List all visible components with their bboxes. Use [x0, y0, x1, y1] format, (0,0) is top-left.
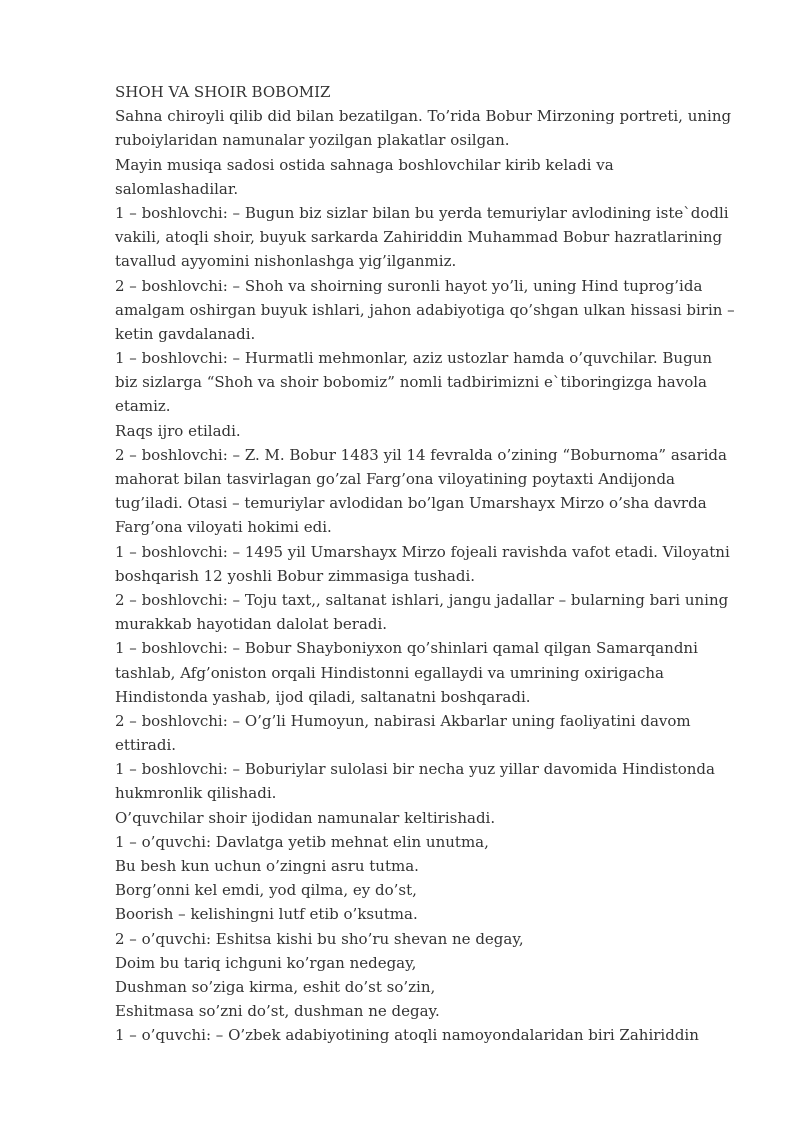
poem-line: 2 – o’quvchi: Eshitsa kishi bu sho’ru shevan ne degay,	[115, 929, 524, 948]
text-line: tashlab, Afg’oniston orqali Hindistonni egallaydi va umrining oxirigacha	[115, 663, 664, 682]
text-line: ettiradi.	[115, 736, 177, 755]
text-line: boshqarish 12 yoshli Bobur zimmasiga tushadi.	[115, 566, 476, 585]
text-line: hukmronlik qilishadi.	[115, 784, 277, 803]
text-line: biz sizlarga “Shoh va shoir bobomiz” nomli tadbirimizni e`tiboringizga havola	[115, 373, 707, 392]
text-line: Hindistonda yashab, ijod qiladi, saltanatni boshqaradi.	[115, 687, 531, 706]
text-line: murakkab hayotidan dalolat beradi.	[115, 615, 388, 634]
text-line: ruboiylaridan namunalar yozilgan plakatlar osilgan.	[115, 131, 510, 150]
poem-line: Eshitmasa so’zni do’st, dushman ne degay.	[115, 1002, 440, 1021]
text-line: tavallud ayyomini nishonlashga yig’ilganmiz.	[115, 252, 457, 271]
text-line: 1 – boshlovchi: – 1495 yil Umarshayx Mirzo fojeali ravishda vafot etadi. Viloyatni	[115, 542, 730, 561]
document-body	[115, 80, 755, 1048]
text-line: salomlashadilar.	[115, 179, 239, 198]
text-line: 1 – o’quvchi: – O’zbek adabiyotining atoqli namoyondalaridan biri Zahiriddin	[115, 1026, 699, 1045]
text-line: O’quvchilar shoir ijodidan namunalar keltirishadi.	[115, 808, 496, 827]
text-line: Raqs ijro etiladi.	[115, 421, 241, 440]
text-line: 1 – boshlovchi: – Hurmatli mehmonlar, aziz ustozlar hamda o’quvchilar. Bugun	[115, 349, 713, 368]
poem-line: 1 – o’quvchi: Davlatga yetib mehnat elin unutma,	[115, 832, 489, 851]
text-line: amalgam oshirgan buyuk ishlari, jahon adabiyotiga qo’shgan ulkan hissasi birin –	[115, 300, 735, 319]
poem-line: Dushman so’ziga kirma, eshit do’st so’zin,	[115, 977, 436, 996]
poem-line: Boorish – kelishingni lutf etib o’ksutma.	[115, 905, 418, 924]
text-line: Sahna chiroyli qilib did bilan bezatilgan. To’rida Bobur Mirzoning portreti, uning	[115, 107, 732, 126]
text-line: 1 – boshlovchi: – Boburiylar sulolasi bir necha yuz yillar davomida Hindistonda	[115, 760, 715, 779]
poem-line: Doim bu tariq ichguni ko’rgan nedegay,	[115, 953, 417, 972]
poem-line: Bu besh kun uchun o’zingni asru tutma.	[115, 857, 419, 875]
text-line: 1 – boshlovchi: – Bobur Shayboniyxon qo’shinlari qamal qilgan Samarqandni	[115, 639, 698, 658]
text-line: etamiz.	[115, 397, 171, 416]
text-line: 2 – boshlovchi: – O’g’li Humoyun, nabirasi Akbarlar uning faoliyatini davom	[115, 711, 691, 730]
text-line: mahorat bilan tasvirlagan go’zal Farg’ona viloyatining poytaxti Andijonda	[115, 470, 675, 488]
text-line: 1 – boshlovchi: – Bugun biz sizlar bilan bu yerda temuriylar avlodining iste`dodli	[115, 203, 729, 222]
text-line: 2 – boshlovchi: – Shoh va shoirning suronli hayot yo’li, uning Hind tuprog’ida	[115, 276, 703, 295]
text-line: vakili, atoqli shoir, buyuk sarkarda Zahiriddin Muhammad Bobur hazratlarining	[115, 228, 723, 247]
text-line: Farg’ona viloyati hokimi edi.	[115, 518, 332, 537]
text-line: 2 – boshlovchi: – Z. M. Bobur 1483 yil 14 fevralda o’zining “Boburnoma” asarida	[115, 445, 727, 464]
text-line: ketin gavdalanadi.	[115, 324, 256, 343]
text-line: Mayin musiqa sadosi ostida sahnaga boshlovchilar kirib keladi va	[115, 155, 614, 174]
document-title: SHOH VA SHOIR BOBOMIZ	[115, 83, 331, 101]
text-line: tug’iladi. Otasi – temuriylar avlodidan bo’lgan Umarshayx Mirzo o’sha davrda	[115, 494, 707, 513]
text-line: 2 – boshlovchi: – Toju taxt,, saltanat ishlari, jangu jadallar – bularning bari uning	[115, 590, 729, 609]
poem-line: Borg’onni kel emdi, yod qilma, ey do’st,	[115, 881, 417, 900]
